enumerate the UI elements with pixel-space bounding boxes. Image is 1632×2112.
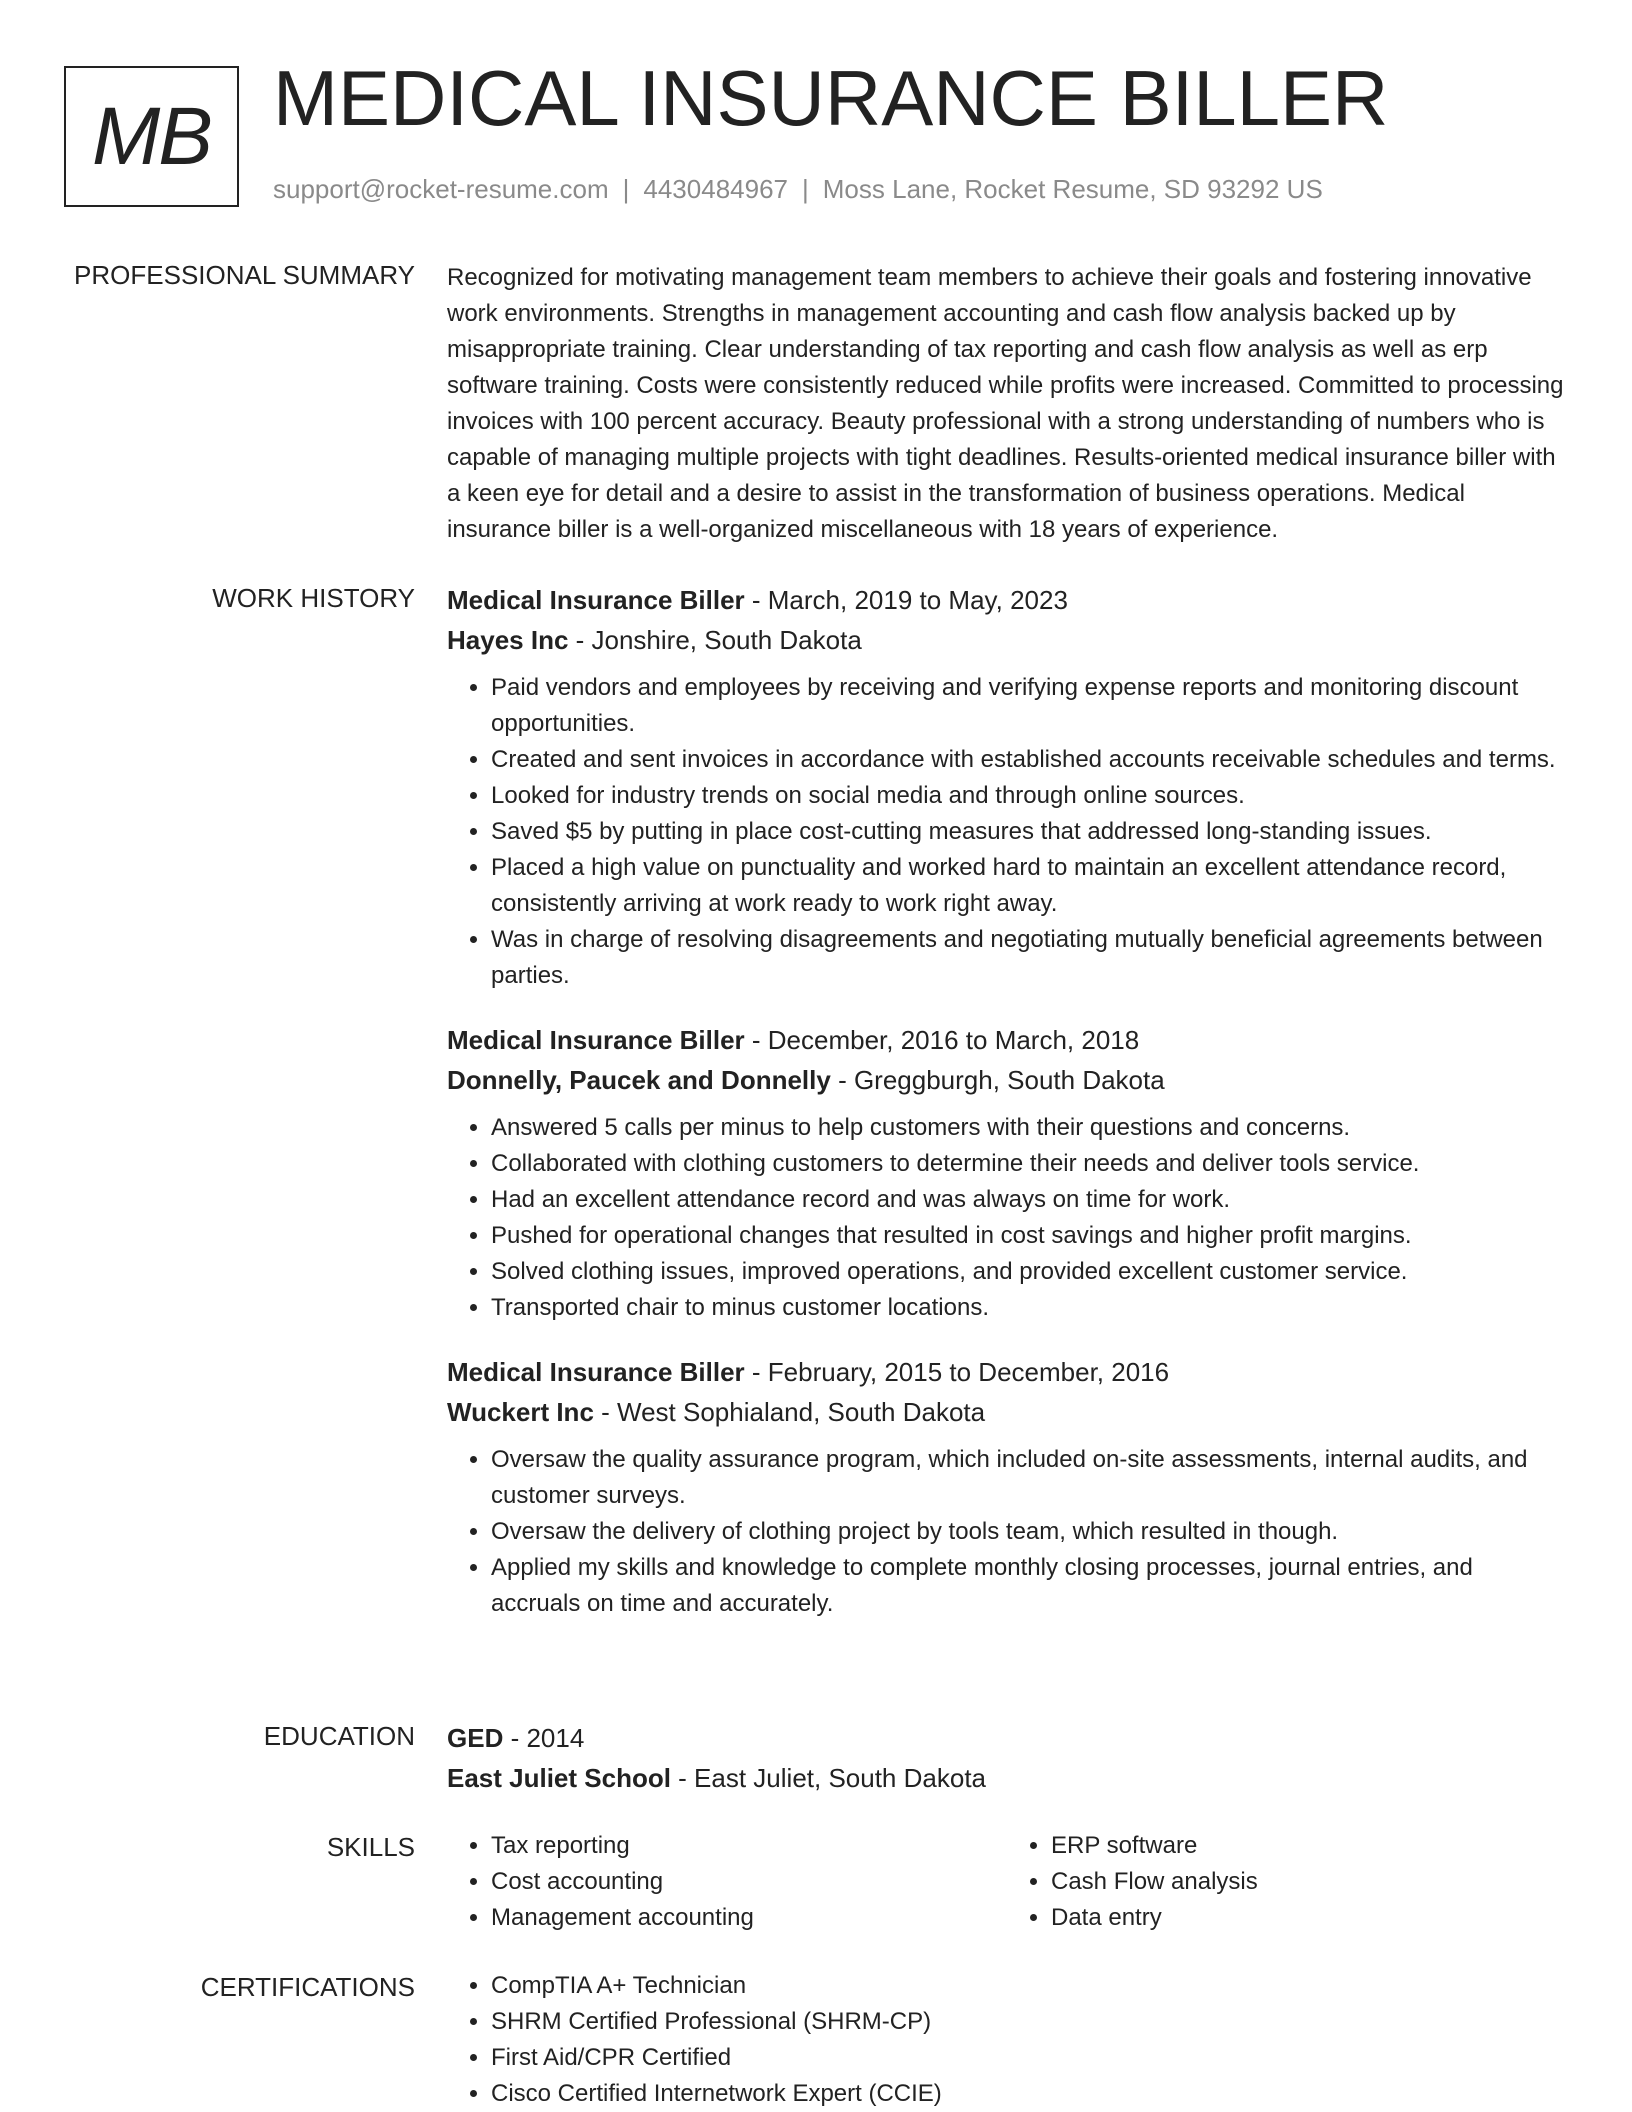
job-entry <box>447 580 1567 994</box>
skill-item: • ERP software <box>1051 1828 1567 1864</box>
job-title: Medical Insurance Biller <box>447 1357 745 1387</box>
education-year: - 2014 <box>503 1723 585 1753</box>
certification-item: • First Aid/CPR Certified <box>491 2040 1567 2076</box>
job-dates: - March, 2019 to May, 2023 <box>744 585 1068 615</box>
contact-separator: | <box>622 174 630 204</box>
job-bullet: • Applied my skills and knowledge to complete monthly closing processes, journal entries, and accruals on time and accurately. <box>491 1550 1567 1622</box>
job-location: - Jonshire, South Dakota <box>568 625 862 655</box>
job-company: Wuckert Inc <box>447 1397 594 1427</box>
job-location: - West Sophialand, South Dakota <box>593 1397 986 1427</box>
education-location: - East Juliet, South Dakota <box>670 1763 986 1793</box>
education-school-line <box>447 1758 1567 1798</box>
job-location: - Greggburgh, South Dakota <box>830 1065 1165 1095</box>
contact-email: support@rocket-resume.com <box>273 174 609 204</box>
job-bullets <box>447 1442 1567 1622</box>
skill-item: • Tax reporting <box>491 1828 1007 1864</box>
job-entry <box>447 1352 1567 1622</box>
job-title-line <box>447 1352 1567 1392</box>
job-bullet: • Collaborated with clothing customers to determine their needs and deliver tools service. <box>491 1146 1567 1182</box>
job-bullet: • Oversaw the delivery of clothing project by tools team, which resulted in though. <box>491 1514 1567 1550</box>
certification-item: • CompTIA A+ Technician <box>491 1968 1567 2004</box>
resume-title: MEDICAL INSURANCE BILLER <box>273 54 1389 142</box>
skill-item: • Cost accounting <box>491 1864 1007 1900</box>
job-bullet: • Had an excellent attendance record and was always on time for work. <box>491 1182 1567 1218</box>
job-bullet: • Oversaw the quality assurance program, which included on-site assessments, internal audits, and customer surveys. <box>491 1442 1567 1514</box>
skills-list-right <box>1007 1828 1567 1936</box>
contact-line <box>273 174 1323 205</box>
job-bullet: • Placed a high value on punctuality and worked hard to maintain an excellent attendance record, consistently arriving at work ready to work right away. <box>491 850 1567 922</box>
job-dates: - December, 2016 to March, 2018 <box>744 1025 1140 1055</box>
contact-separator: | <box>802 174 809 204</box>
skill-item: • Management accounting <box>491 1900 1007 1936</box>
job-title-line <box>447 1020 1567 1060</box>
job-bullet: • Saved $5 by putting in place cost-cutting measures that addressed long-standing issues. <box>491 814 1567 850</box>
section-label-work: WORK HISTORY <box>212 583 415 613</box>
job-company-line <box>447 1060 1567 1100</box>
job-entry <box>447 1020 1567 1326</box>
section-label-certifications: CERTIFICATIONS <box>200 1972 415 2002</box>
job-company-line <box>447 620 1567 660</box>
summary-text: Recognized for motivating management team members to achieve their goals and fostering innovative work environments. Strengths in management accounting and cash flow analysis backed up by misappropriate training. Clear understanding of tax reporting and cash flow analysis as well as erp software training. Costs were consistently reduced while profits were increased. Committed to processing invoices with 100 percent accuracy. Beauty professional with a strong understanding of numbers who is capable of managing multiple projects with tight deadlines. Results-oriented medical insurance biller with a keen eye for detail and a desire to assist in the transformation of business operations. Medical insurance biller is a well-organized miscellaneous with 18 years of experience. <box>447 264 1564 543</box>
education-degree-line <box>447 1718 1567 1758</box>
job-bullet: • Paid vendors and employees by receiving and verifying expense reports and monitoring discount opportunities. <box>491 670 1567 742</box>
job-bullet: • Transported chair to minus customer locations. <box>491 1290 1567 1326</box>
job-bullet: • Was in charge of resolving disagreements and negotiating mutually beneficial agreements between parties. <box>491 922 1567 994</box>
job-company: Donnelly, Paucek and Donnelly <box>447 1065 831 1095</box>
job-bullet: • Pushed for operational changes that resulted in cost savings and higher profit margins. <box>491 1218 1567 1254</box>
skills-columns <box>447 1828 1567 1936</box>
education-degree: GED <box>447 1723 504 1753</box>
job-title: Medical Insurance Biller <box>447 1025 745 1055</box>
contact-phone: 4430484967 <box>643 174 788 204</box>
job-company: Hayes Inc <box>447 625 569 655</box>
job-title-line <box>447 580 1567 620</box>
certifications-list <box>447 1968 1567 2112</box>
section-label-education: EDUCATION <box>263 1721 415 1751</box>
job-bullets <box>447 1110 1567 1326</box>
section-label-summary: PROFESSIONAL SUMMARY <box>74 260 415 290</box>
section-label-skills: SKILLS <box>326 1832 415 1862</box>
job-dates: - February, 2015 to December, 2016 <box>744 1357 1170 1387</box>
job-title: Medical Insurance Biller <box>447 585 745 615</box>
job-bullets <box>447 670 1567 994</box>
contact-address: Moss Lane, Rocket Resume, SD 93292 US <box>822 174 1323 204</box>
certification-item: • Cisco Certified Internetwork Expert (CCIE) <box>491 2076 1567 2112</box>
skill-item: • Cash Flow analysis <box>1051 1864 1567 1900</box>
skill-item: • Data entry <box>1051 1900 1567 1936</box>
certification-item: • SHRM Certified Professional (SHRM-CP) <box>491 2004 1567 2040</box>
monogram: MB <box>64 66 239 207</box>
skills-list-left <box>447 1828 1007 1936</box>
job-bullet: • Answered 5 calls per minus to help customers with their questions and concerns. <box>491 1110 1567 1146</box>
education-school: East Juliet School <box>447 1763 671 1793</box>
job-bullet: • Solved clothing issues, improved operations, and provided excellent customer service. <box>491 1254 1567 1290</box>
job-bullet: • Looked for industry trends on social media and through online sources. <box>491 778 1567 814</box>
job-bullet: • Created and sent invoices in accordance with established accounts receivable schedules and terms. <box>491 742 1567 778</box>
job-company-line <box>447 1392 1567 1432</box>
